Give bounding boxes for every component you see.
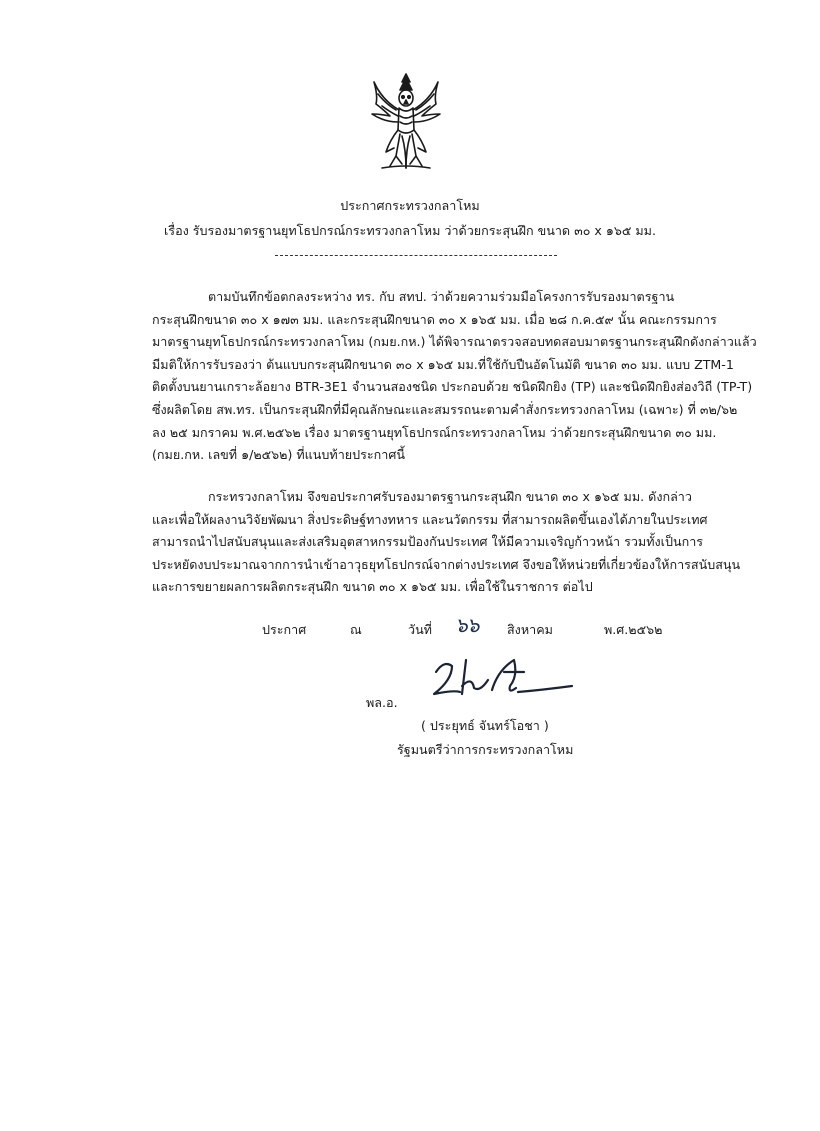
year-label: พ.ศ.๒๕๖๒	[604, 622, 663, 637]
paragraph-1	[152, 286, 757, 467]
divider	[275, 255, 557, 256]
announced-label: ประกาศ	[262, 622, 307, 637]
at-label: ณ	[350, 622, 362, 637]
signatory-name: ( ประยุทธ์ จันทร์โอชา )	[421, 718, 549, 733]
day-label: วันที่	[408, 622, 432, 637]
paragraph-line: ตามบันทึกข้อตกลงระหว่าง ทร. กับ สทป. ว่าด้วยความร่วมมือโครงการรับรองมาตรฐาน	[208, 289, 675, 304]
paragraph-line: ซึ่งผลิตโดย สพ.ทร. เป็นกระสุนฝึกที่มีคุณลักษณะและสมรรถนะตามคำสั่งกระทรวงกลาโหม (เฉพาะ) ที่ ๓๒/๖๒	[152, 401, 738, 417]
paragraph-line: และการขยายผลการผลิตกระสุนฝึก ขนาด ๓๐ x ๑๖๕ มม. เพื่อใช้ในราชการ ต่อไป	[152, 579, 593, 595]
document-title: ประกาศกระทรวงกลาโหม	[340, 198, 480, 213]
paragraph-line: (กมย.กห. เลขที่ ๑/๒๕๖๒) ที่แนบท้ายประกาศนี้	[152, 447, 405, 463]
paragraph-line: มีมติให้การรับรองว่า ต้นแบบกระสุนฝึกขนาด ๓๐ x ๑๖๕ มม.ที่ใช้กับปืนอัตโนมัติ ขนาด ๓๐ มม. แบบ ZTM-1	[152, 356, 734, 372]
handwritten-day: ๖๖	[455, 613, 479, 637]
garuda-emblem-icon	[368, 70, 444, 174]
month-label: สิงหาคม	[507, 622, 553, 637]
paragraph-line: กระทรวงกลาโหม จึงขอประกาศรับรองมาตรฐานกระสุนฝึก ขนาด ๓๐ x ๑๖๕ มม. ดังกล่าว	[208, 489, 692, 504]
handwritten-signature	[422, 650, 582, 712]
paragraph-line: กระสุนฝึกขนาด ๓๐ x ๑๗๓ มม. และกระสุนฝึกขนาด ๓๐ x ๑๖๕ มม. เมื่อ ๒๘ ก.ค.๕๙ นั้น คณะกรรมการ	[152, 311, 717, 327]
paragraph-line: ติดตั้งบนยานเกราะล้อยาง BTR-3E1 จำนวนสองชนิด ประกอบด้วย ชนิดฝึกยิง (TP) และชนิดฝึกยิงส่องวิถี (TP-T)	[152, 379, 753, 395]
signatory-position: รัฐมนตรีว่าการกระทรวงกลาโหม	[397, 742, 574, 757]
paragraph-line: สามารถนำไปสนับสนุนและส่งเสริมอุตสาหกรรมป้องกันประเทศ ให้มีความเจริญก้าวหน้า รวมทั้งเป็นการ	[152, 534, 704, 550]
paragraph-line: ลง ๒๕ มกราคม พ.ศ.๒๕๖๒ เรื่อง มาตรฐานยุทโธปกรณ์กระทรวงกลาโหม ว่าด้วยกระสุนฝึกขนาด ๓๐ มม.	[152, 424, 717, 440]
document-subject: เรื่อง รับรองมาตรฐานยุทโธปกรณ์กระทรวงกลาโหม ว่าด้วยกระสุนฝึก ขนาด ๓๐ x ๑๖๕ มม.	[164, 223, 656, 238]
paragraph-line: และเพื่อให้ผลงานวิจัยพัฒนา สิ่งประดิษฐ์ทางทหาร และนวัตกรรม ที่สามารถผลิตขึ้นเองได้ภายในประเทศ	[152, 511, 708, 527]
signatory-rank: พล.อ.	[366, 695, 398, 710]
paragraph-2	[152, 486, 741, 599]
paragraph-line: ประหยัดงบประมาณจากการนำเข้าอาวุธยุทโธปกรณ์จากต่างประเทศ จึงขอให้หน่วยที่เกี่ยวข้องให้การสนับสนุน	[152, 556, 741, 572]
paragraph-line: มาตรฐานยุทโธปกรณ์กระทรวงกลาโหม (กมย.กห.) ได้พิจารณาตรวจสอบทดสอบมาตรฐานกระสุนฝึกดังกล่าวแล้ว	[152, 334, 757, 350]
